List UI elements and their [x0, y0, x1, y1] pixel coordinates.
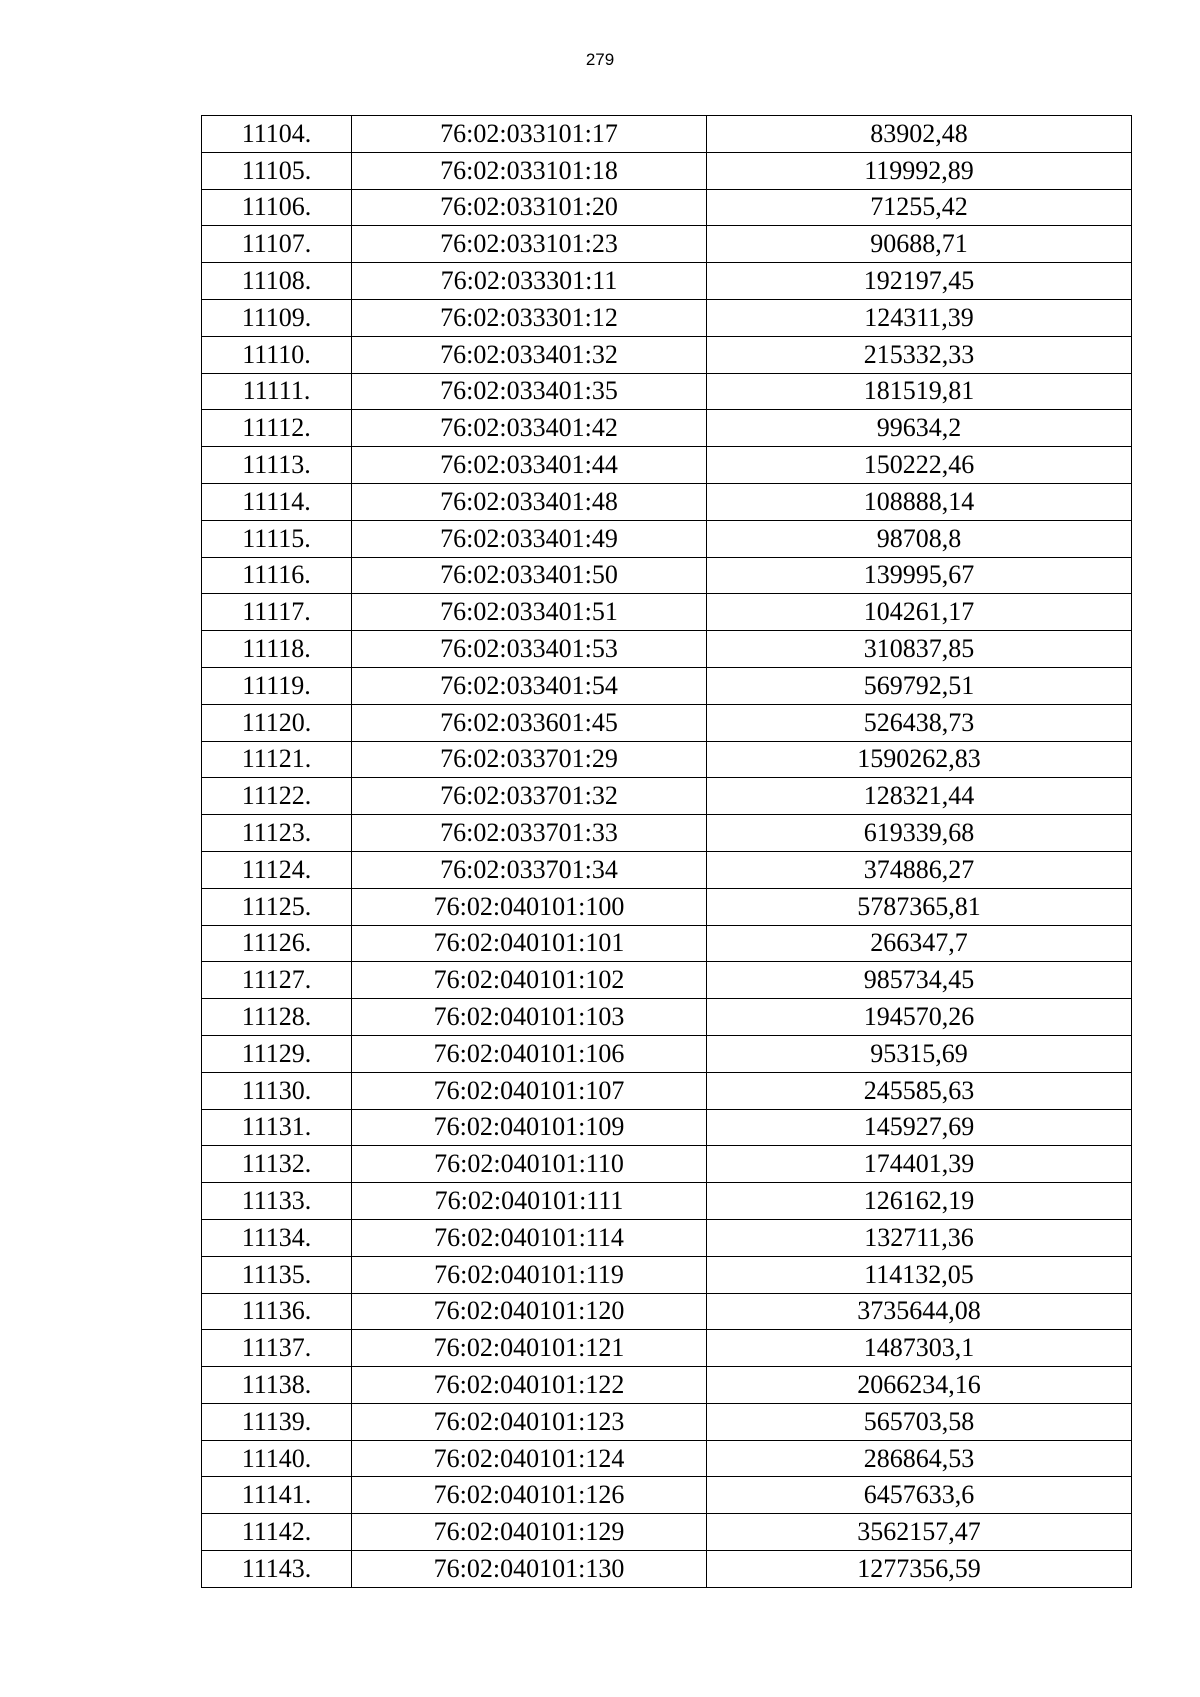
row-number-cell: 11131.: [202, 1109, 352, 1146]
value-cell: 215332,33: [707, 336, 1132, 373]
value-cell: 119992,89: [707, 152, 1132, 189]
value-cell: 90688,71: [707, 226, 1132, 263]
row-number-cell: 11121.: [202, 741, 352, 778]
table-row: [202, 1146, 1132, 1183]
cadastral-number-cell: 76:02:033101:23: [352, 226, 707, 263]
table-row: [202, 226, 1132, 263]
value-cell: 5787365,81: [707, 888, 1132, 925]
cadastral-number-cell: 76:02:040101:114: [352, 1219, 707, 1256]
table-row: [202, 1403, 1132, 1440]
value-cell: 526438,73: [707, 704, 1132, 741]
cadastral-number-cell: 76:02:033101:20: [352, 189, 707, 226]
table-row: [202, 299, 1132, 336]
table-row: [202, 1183, 1132, 1220]
cadastral-number-cell: 76:02:033301:11: [352, 263, 707, 300]
cadastral-number-cell: 76:02:033101:17: [352, 116, 707, 153]
table-row: [202, 741, 1132, 778]
row-number-cell: 11116.: [202, 557, 352, 594]
value-cell: 128321,44: [707, 778, 1132, 815]
cadastral-number-cell: 76:02:033401:54: [352, 667, 707, 704]
value-cell: 108888,14: [707, 483, 1132, 520]
row-number-cell: 11136.: [202, 1293, 352, 1330]
row-number-cell: 11110.: [202, 336, 352, 373]
value-cell: 150222,46: [707, 447, 1132, 484]
cadastral-number-cell: 76:02:040101:100: [352, 888, 707, 925]
table-row: [202, 336, 1132, 373]
cadastral-number-cell: 76:02:040101:124: [352, 1440, 707, 1477]
value-cell: 124311,39: [707, 299, 1132, 336]
table-row: [202, 1551, 1132, 1588]
row-number-cell: 11138.: [202, 1367, 352, 1404]
table-row: [202, 483, 1132, 520]
value-cell: 126162,19: [707, 1183, 1132, 1220]
table-row: [202, 1035, 1132, 1072]
table-row: [202, 1477, 1132, 1514]
value-cell: 619339,68: [707, 815, 1132, 852]
row-number-cell: 11118.: [202, 631, 352, 668]
value-cell: 181519,81: [707, 373, 1132, 410]
table-row: [202, 189, 1132, 226]
value-cell: 569792,51: [707, 667, 1132, 704]
cadastral-number-cell: 76:02:040101:122: [352, 1367, 707, 1404]
value-cell: 174401,39: [707, 1146, 1132, 1183]
cadastral-number-cell: 76:02:033401:44: [352, 447, 707, 484]
row-number-cell: 11127.: [202, 962, 352, 999]
row-number-cell: 11139.: [202, 1403, 352, 1440]
value-cell: 95315,69: [707, 1035, 1132, 1072]
table-row: [202, 704, 1132, 741]
page-number: 279: [585, 50, 615, 69]
row-number-cell: 11133.: [202, 1183, 352, 1220]
table-row: [202, 373, 1132, 410]
value-cell: 374886,27: [707, 851, 1132, 888]
row-number-cell: 11129.: [202, 1035, 352, 1072]
table-row: [202, 594, 1132, 631]
cadastral-number-cell: 76:02:040101:123: [352, 1403, 707, 1440]
table-body: [202, 116, 1132, 1588]
row-number-cell: 11106.: [202, 189, 352, 226]
row-number-cell: 11141.: [202, 1477, 352, 1514]
table-row: [202, 557, 1132, 594]
cadastral-number-cell: 76:02:040101:106: [352, 1035, 707, 1072]
cadastral-number-cell: 76:02:033701:29: [352, 741, 707, 778]
table-row: [202, 1219, 1132, 1256]
cadastral-number-cell: 76:02:033401:51: [352, 594, 707, 631]
table-row: [202, 1440, 1132, 1477]
row-number-cell: 11130.: [202, 1072, 352, 1109]
row-number-cell: 11108.: [202, 263, 352, 300]
value-cell: 194570,26: [707, 999, 1132, 1036]
row-number-cell: 11115.: [202, 520, 352, 557]
table-row: [202, 1293, 1132, 1330]
cadastral-number-cell: 76:02:040101:109: [352, 1109, 707, 1146]
value-cell: 99634,2: [707, 410, 1132, 447]
table-row: [202, 631, 1132, 668]
cadastral-number-cell: 76:02:033401:35: [352, 373, 707, 410]
cadastral-number-cell: 76:02:033401:42: [352, 410, 707, 447]
table-row: [202, 888, 1132, 925]
row-number-cell: 11109.: [202, 299, 352, 336]
value-cell: 286864,53: [707, 1440, 1132, 1477]
value-cell: 985734,45: [707, 962, 1132, 999]
cadastral-number-cell: 76:02:040101:102: [352, 962, 707, 999]
table-row: [202, 925, 1132, 962]
cadastral-number-cell: 76:02:033401:53: [352, 631, 707, 668]
row-number-cell: 11111.: [202, 373, 352, 410]
cadastral-number-cell: 76:02:033401:49: [352, 520, 707, 557]
table-row: [202, 962, 1132, 999]
row-number-cell: 11137.: [202, 1330, 352, 1367]
value-cell: 1590262,83: [707, 741, 1132, 778]
table-row: [202, 667, 1132, 704]
row-number-cell: 11120.: [202, 704, 352, 741]
value-cell: 139995,67: [707, 557, 1132, 594]
cadastral-number-cell: 76:02:040101:126: [352, 1477, 707, 1514]
table-row: [202, 152, 1132, 189]
value-cell: 145927,69: [707, 1109, 1132, 1146]
row-number-cell: 11114.: [202, 483, 352, 520]
row-number-cell: 11143.: [202, 1551, 352, 1588]
table-row: [202, 815, 1132, 852]
value-cell: 83902,48: [707, 116, 1132, 153]
value-cell: 3735644,08: [707, 1293, 1132, 1330]
row-number-cell: 11105.: [202, 152, 352, 189]
cadastral-value-table: [201, 115, 1132, 1588]
row-number-cell: 11123.: [202, 815, 352, 852]
row-number-cell: 11107.: [202, 226, 352, 263]
row-number-cell: 11124.: [202, 851, 352, 888]
row-number-cell: 11135.: [202, 1256, 352, 1293]
table-row: [202, 1072, 1132, 1109]
cadastral-number-cell: 76:02:033701:33: [352, 815, 707, 852]
table-row: [202, 116, 1132, 153]
cadastral-number-cell: 76:02:033401:50: [352, 557, 707, 594]
value-cell: 71255,42: [707, 189, 1132, 226]
cadastral-number-cell: 76:02:040101:103: [352, 999, 707, 1036]
cadastral-number-cell: 76:02:040101:107: [352, 1072, 707, 1109]
cadastral-number-cell: 76:02:040101:110: [352, 1146, 707, 1183]
value-cell: 3562157,47: [707, 1514, 1132, 1551]
value-cell: 192197,45: [707, 263, 1132, 300]
cadastral-number-cell: 76:02:033301:12: [352, 299, 707, 336]
cadastral-number-cell: 76:02:033701:32: [352, 778, 707, 815]
row-number-cell: 11142.: [202, 1514, 352, 1551]
value-cell: 266347,7: [707, 925, 1132, 962]
value-cell: 1487303,1: [707, 1330, 1132, 1367]
cadastral-number-cell: 76:02:033601:45: [352, 704, 707, 741]
cadastral-number-cell: 76:02:033101:18: [352, 152, 707, 189]
value-cell: 310837,85: [707, 631, 1132, 668]
row-number-cell: 11117.: [202, 594, 352, 631]
cadastral-number-cell: 76:02:040101:101: [352, 925, 707, 962]
table-row: [202, 410, 1132, 447]
value-cell: 1277356,59: [707, 1551, 1132, 1588]
cadastral-number-cell: 76:02:040101:121: [352, 1330, 707, 1367]
row-number-cell: 11119.: [202, 667, 352, 704]
cadastral-number-cell: 76:02:040101:111: [352, 1183, 707, 1220]
cadastral-number-cell: 76:02:040101:119: [352, 1256, 707, 1293]
value-cell: 6457633,6: [707, 1477, 1132, 1514]
value-cell: 114132,05: [707, 1256, 1132, 1293]
cadastral-number-cell: 76:02:040101:130: [352, 1551, 707, 1588]
table-row: [202, 1367, 1132, 1404]
value-cell: 98708,8: [707, 520, 1132, 557]
table-row: [202, 1330, 1132, 1367]
table-row: [202, 778, 1132, 815]
table-row: [202, 1109, 1132, 1146]
row-number-cell: 11128.: [202, 999, 352, 1036]
table-row: [202, 1514, 1132, 1551]
row-number-cell: 11140.: [202, 1440, 352, 1477]
row-number-cell: 11112.: [202, 410, 352, 447]
row-number-cell: 11113.: [202, 447, 352, 484]
value-cell: 2066234,16: [707, 1367, 1132, 1404]
row-number-cell: 11125.: [202, 888, 352, 925]
cadastral-number-cell: 76:02:040101:129: [352, 1514, 707, 1551]
row-number-cell: 11122.: [202, 778, 352, 815]
value-cell: 132711,36: [707, 1219, 1132, 1256]
row-number-cell: 11134.: [202, 1219, 352, 1256]
cadastral-number-cell: 76:02:033401:48: [352, 483, 707, 520]
value-cell: 104261,17: [707, 594, 1132, 631]
value-cell: 245585,63: [707, 1072, 1132, 1109]
cadastral-number-cell: 76:02:033401:32: [352, 336, 707, 373]
cadastral-number-cell: 76:02:033701:34: [352, 851, 707, 888]
table-row: [202, 1256, 1132, 1293]
row-number-cell: 11132.: [202, 1146, 352, 1183]
table-row: [202, 263, 1132, 300]
table-row: [202, 520, 1132, 557]
table-row: [202, 447, 1132, 484]
table-row: [202, 999, 1132, 1036]
table-row: [202, 851, 1132, 888]
cadastral-number-cell: 76:02:040101:120: [352, 1293, 707, 1330]
row-number-cell: 11126.: [202, 925, 352, 962]
value-cell: 565703,58: [707, 1403, 1132, 1440]
row-number-cell: 11104.: [202, 116, 352, 153]
